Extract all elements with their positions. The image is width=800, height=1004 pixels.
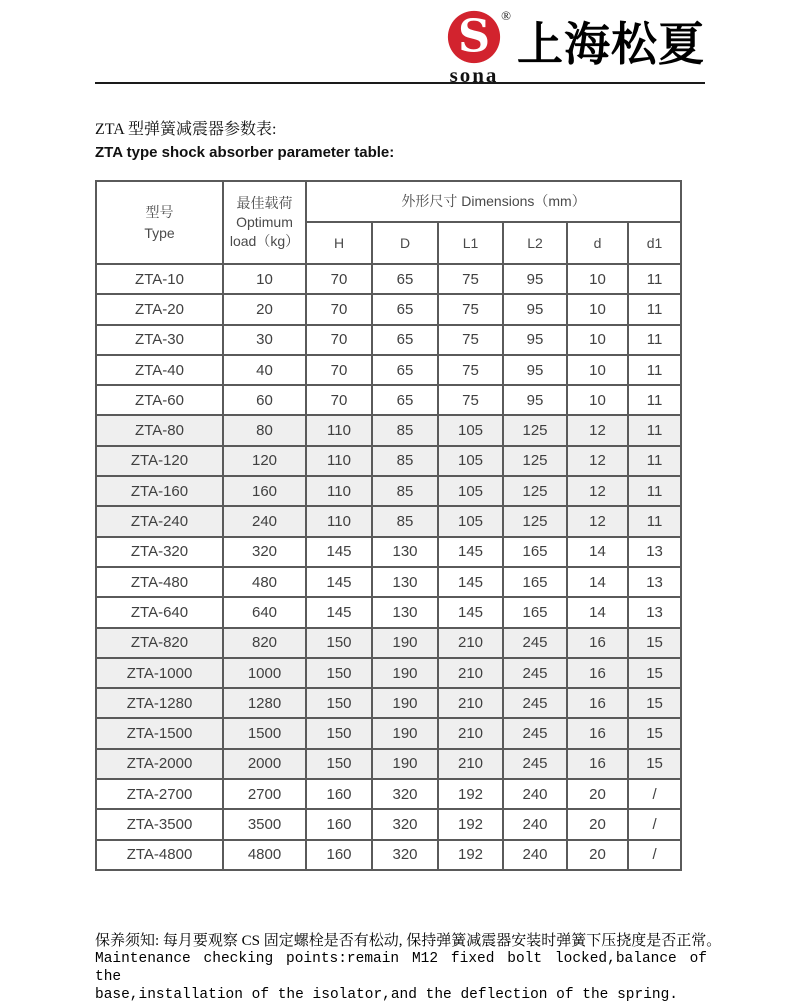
table-row [96,476,681,506]
cell-value: 11 [628,506,681,536]
cell-value: 14 [567,597,628,627]
cell-model: ZTA-160 [96,476,223,506]
cell-value: 15 [628,628,681,658]
cell-value: 1000 [223,658,306,688]
cell-value: 165 [503,567,567,597]
cell-value: 145 [306,537,372,567]
cell-value: 11 [628,446,681,476]
table-row [96,840,681,870]
cell-value: 190 [372,628,438,658]
cell-value: 85 [372,476,438,506]
note-line-cn: 保养须知: 每月要观察 CS 固定螺栓是否有松动, 保持弹簧减震器安装时弹簧下压挠度是否正常。 [95,933,722,949]
s-swoosh-icon [445,8,503,66]
header-dim-h: H [306,222,372,264]
cell-value: 320 [372,779,438,809]
cell-value: 110 [306,415,372,445]
cell-value: 210 [438,688,503,718]
cell-value: 125 [503,506,567,536]
cell-value: 11 [628,476,681,506]
header-dim-l1: L1 [438,222,503,264]
cell-value: 75 [438,325,503,355]
cell-value: 320 [223,537,306,567]
cell-model: ZTA-820 [96,628,223,658]
cell-value: 110 [306,476,372,506]
cell-value: 10 [567,355,628,385]
cell-value: 110 [306,506,372,536]
cell-value: 20 [223,294,306,324]
cell-value: 12 [567,506,628,536]
cell-value: 75 [438,294,503,324]
cell-model: ZTA-60 [96,385,223,415]
cell-value: 145 [306,567,372,597]
cell-model: ZTA-1000 [96,658,223,688]
cell-value: 125 [503,415,567,445]
cell-value: 14 [567,537,628,567]
cell-value: 192 [438,809,503,839]
cell-value: 95 [503,294,567,324]
table-row [96,446,681,476]
table-row [96,506,681,536]
table-row [96,597,681,627]
header-rule [95,82,705,84]
cell-value: / [628,779,681,809]
cell-value: 130 [372,597,438,627]
cell-value: 640 [223,597,306,627]
cell-value: 3500 [223,809,306,839]
header-dim-d: D [372,222,438,264]
cell-value: 210 [438,749,503,779]
cell-value: 245 [503,658,567,688]
cell-model: ZTA-640 [96,597,223,627]
note-line-en-2: base,installation of the isolator,and the deflection of the spring. [95,987,678,1003]
cell-value: 1500 [223,718,306,748]
cell-value: 70 [306,264,372,294]
cell-value: 245 [503,688,567,718]
cell-value: 190 [372,749,438,779]
table-row [96,294,681,324]
cell-value: 245 [503,628,567,658]
table-row [96,355,681,385]
cell-value: 10 [567,294,628,324]
cell-value: 14 [567,567,628,597]
cell-model: ZTA-1500 [96,718,223,748]
header-dim-d-small: d [567,222,628,264]
cell-value: 320 [372,840,438,870]
cell-value: 190 [372,658,438,688]
table-row [96,385,681,415]
header-type-en: Type [144,224,175,241]
cell-model: ZTA-10 [96,264,223,294]
cell-value: 95 [503,264,567,294]
cell-value: 16 [567,658,628,688]
cell-value: 210 [438,658,503,688]
cell-value: 15 [628,749,681,779]
table-row [96,809,681,839]
cell-value: 70 [306,325,372,355]
cell-value: 15 [628,718,681,748]
cell-value: 65 [372,264,438,294]
table-row [96,264,681,294]
table-row [96,779,681,809]
doc-title-en: ZTA type shock absorber parameter table: [95,144,395,161]
table-row [96,658,681,688]
header-dim-l2: L2 [503,222,567,264]
cell-value: 85 [372,415,438,445]
cell-value: 15 [628,658,681,688]
doc-title-cn: ZTA 型弹簧减震器参数表: [95,121,277,138]
brand-logo [431,6,705,87]
header-type-cn: 型号 [145,203,174,220]
table-row [96,415,681,445]
note-line-en-1: Maintenance checking points:remain M12 fixed bolt locked,balance of the [95,951,707,985]
cell-value: 11 [628,264,681,294]
cell-value: 70 [306,294,372,324]
cell-value: 145 [306,597,372,627]
header-load [223,181,306,264]
table-row [96,749,681,779]
cell-value: 13 [628,537,681,567]
cell-model: ZTA-30 [96,325,223,355]
cell-value: 75 [438,264,503,294]
cell-model: ZTA-240 [96,506,223,536]
cell-model: ZTA-320 [96,537,223,567]
cell-model: ZTA-2700 [96,779,223,809]
cell-value: 320 [372,809,438,839]
cell-value: 150 [306,749,372,779]
parameter-table [95,180,682,871]
cell-model: ZTA-40 [96,355,223,385]
table-body [96,264,681,870]
cell-value: 12 [567,415,628,445]
cell-value: 190 [372,688,438,718]
cell-value: / [628,809,681,839]
cell-model: ZTA-2000 [96,749,223,779]
company-name: 上海松夏 [517,18,705,70]
cell-value: 75 [438,385,503,415]
cell-value: 480 [223,567,306,597]
cell-value: 70 [306,385,372,415]
cell-value: 20 [567,809,628,839]
cell-value: 40 [223,355,306,385]
cell-value: 65 [372,294,438,324]
cell-value: 11 [628,294,681,324]
cell-model: ZTA-1280 [96,688,223,718]
header-load-en1: Optimum [236,214,293,230]
cell-value: 80 [223,415,306,445]
header-load-en2: load（kg） [229,233,300,249]
cell-model: ZTA-120 [96,446,223,476]
cell-value: 165 [503,537,567,567]
table-header [96,181,681,264]
cell-value: 30 [223,325,306,355]
table-row [96,537,681,567]
cell-value: 20 [567,779,628,809]
cell-model: ZTA-4800 [96,840,223,870]
cell-value: 160 [306,779,372,809]
brand-name: sona [449,63,499,87]
cell-value: 240 [223,506,306,536]
cell-value: 105 [438,506,503,536]
cell-value: 125 [503,476,567,506]
cell-model: ZTA-80 [96,415,223,445]
cell-model: ZTA-480 [96,567,223,597]
cell-value: 10 [567,385,628,415]
cell-value: 150 [306,718,372,748]
header-type [96,181,223,264]
cell-value: 11 [628,385,681,415]
table-row [96,718,681,748]
cell-value: 65 [372,355,438,385]
cell-value: 60 [223,385,306,415]
cell-value: 10 [223,264,306,294]
table-row [96,325,681,355]
cell-value: 240 [503,840,567,870]
cell-value: 10 [567,264,628,294]
table-row [96,688,681,718]
cell-value: 11 [628,325,681,355]
cell-value: 12 [567,446,628,476]
cell-value: 190 [372,718,438,748]
cell-value: 105 [438,476,503,506]
header-dimensions-group: 外形尺寸 Dimensions（mm） [306,181,681,222]
cell-model: ZTA-3500 [96,809,223,839]
cell-value: 210 [438,718,503,748]
cell-value: 13 [628,567,681,597]
header-load-cn: 最佳载荷 [236,195,293,211]
cell-value: 1280 [223,688,306,718]
cell-value: 13 [628,597,681,627]
cell-value: 20 [567,840,628,870]
cell-value: 165 [503,597,567,627]
cell-value: 2700 [223,779,306,809]
cell-value: 85 [372,446,438,476]
cell-value: 130 [372,567,438,597]
cell-value: 240 [503,779,567,809]
cell-value: 2000 [223,749,306,779]
page-header [95,6,705,87]
cell-value: 125 [503,446,567,476]
cell-value: 16 [567,749,628,779]
cell-value: 11 [628,355,681,385]
cell-value: 192 [438,840,503,870]
cell-value: 130 [372,537,438,567]
cell-value: 16 [567,688,628,718]
cell-value: 16 [567,718,628,748]
cell-value: 65 [372,325,438,355]
cell-value: 75 [438,355,503,385]
cell-value: 192 [438,779,503,809]
maintenance-note [95,932,722,1004]
cell-value: 65 [372,385,438,415]
header-dim-d1: d1 [628,222,681,264]
cell-value: 150 [306,688,372,718]
cell-value: 85 [372,506,438,536]
registered-trademark-icon: ® [501,8,511,23]
cell-value: 160 [223,476,306,506]
table-row [96,628,681,658]
cell-value: 10 [567,325,628,355]
brand-mark [431,6,517,87]
cell-model: ZTA-20 [96,294,223,324]
cell-value: 240 [503,809,567,839]
cell-value: 70 [306,355,372,385]
cell-value: 820 [223,628,306,658]
cell-value: 245 [503,718,567,748]
cell-value: 150 [306,628,372,658]
cell-value: 4800 [223,840,306,870]
cell-value: 95 [503,325,567,355]
cell-value: 95 [503,385,567,415]
cell-value: / [628,840,681,870]
svg-text:S: S [457,10,491,63]
cell-value: 210 [438,628,503,658]
cell-value: 145 [438,597,503,627]
cell-value: 110 [306,446,372,476]
cell-value: 95 [503,355,567,385]
cell-value: 160 [306,840,372,870]
cell-value: 16 [567,628,628,658]
cell-value: 145 [438,537,503,567]
cell-value: 145 [438,567,503,597]
cell-value: 120 [223,446,306,476]
cell-value: 105 [438,415,503,445]
cell-value: 11 [628,415,681,445]
cell-value: 105 [438,446,503,476]
table-row [96,567,681,597]
cell-value: 160 [306,809,372,839]
cell-value: 245 [503,749,567,779]
cell-value: 12 [567,476,628,506]
doc-title [95,119,394,165]
cell-value: 15 [628,688,681,718]
cell-value: 150 [306,658,372,688]
